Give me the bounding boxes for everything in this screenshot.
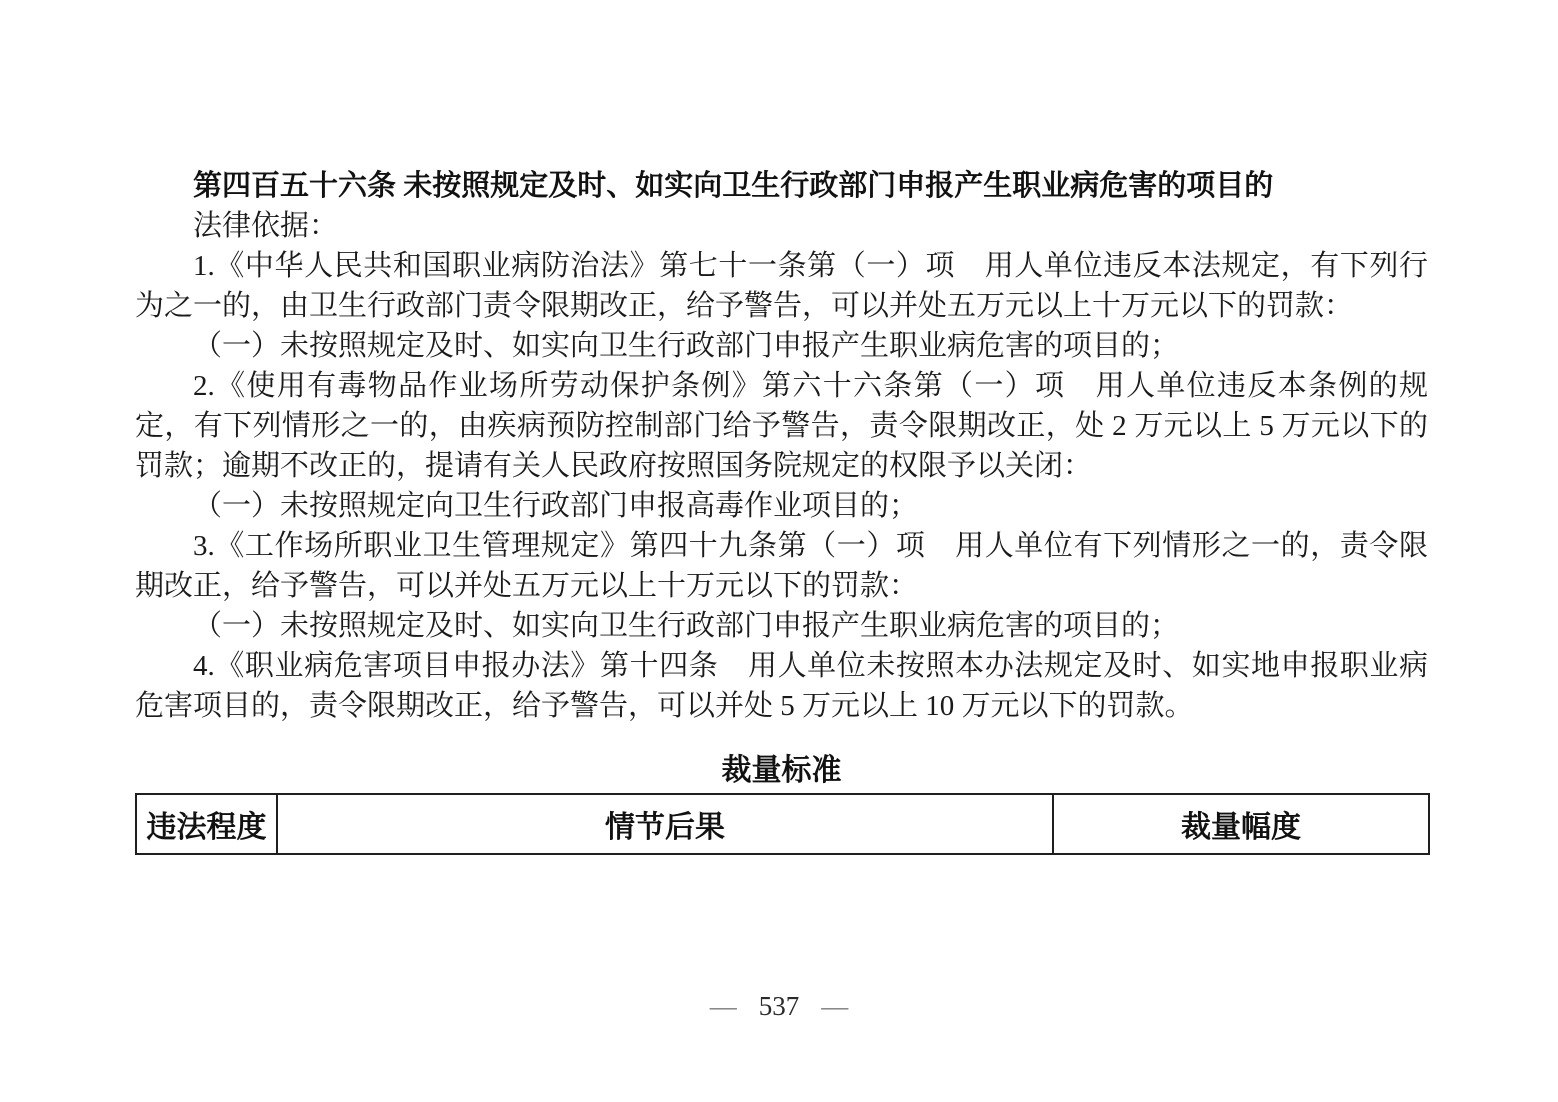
discretion-standard-heading: 裁量标准 bbox=[721, 754, 842, 787]
legal-text-block bbox=[135, 166, 1428, 726]
paragraph-law-2: 2.《使用有毒物品作业场所劳动保护条例》第六十六条第（一）项 用人单位违反本条例的规定，有下列情形之一的，由疾病预防控制部门给予警告，责令限期改正，处 2 万元以上 5 万元以下的罚款；逾期不改正的，提请有关人民政府按照国务院规定的权限予以关闭： bbox=[135, 370, 1428, 482]
page-footer bbox=[0, 988, 1558, 1024]
paragraph-law-2-item-1: （一）未按照规定向卫生行政部门申报高毒作业项目的； bbox=[193, 490, 919, 522]
page-number: 537 bbox=[758, 991, 800, 1021]
column-header-violation-degree: 违法程度 bbox=[136, 794, 277, 854]
footer-right-dash: — bbox=[821, 991, 849, 1021]
paragraph-law-3: 3.《工作场所职业卫生管理规定》第四十九条第（一）项 用人单位有下列情形之一的，责令限期改正，给予警告，可以并处五万元以上十万元以下的罚款： bbox=[135, 530, 1428, 602]
column-header-circumstance-consequence: 情节后果 bbox=[277, 794, 1053, 854]
footer-left-dash: — bbox=[709, 991, 737, 1021]
paragraph-law-3-item-1: （一）未按照规定及时、如实向卫生行政部门申报产生职业病危害的项目的； bbox=[193, 610, 1180, 642]
paragraph-law-1: 1.《中华人民共和国职业病防治法》第七十一条第（一）项 用人单位违反本法规定，有下列行为之一的，由卫生行政部门责令限期改正，给予警告，可以并处五万元以上十万元以下的罚款： bbox=[135, 250, 1428, 322]
article-title: 第四百五十六条 未按照规定及时、如实向卫生行政部门申报产生职业病危害的项目的 bbox=[193, 170, 1274, 202]
discretion-standard-table bbox=[135, 793, 1430, 855]
paragraph-law-4: 4.《职业病危害项目申报办法》第十四条 用人单位未按照本办法规定及时、如实地申报职业病危害项目的，责令限期改正，给予警告，可以并处 5 万元以上 10 万元以下的罚款。 bbox=[135, 650, 1428, 722]
paragraph-legal-basis-label: 法律依据： bbox=[193, 210, 339, 242]
table-header-row bbox=[136, 794, 1429, 854]
paragraph-law-1-item-1: （一）未按照规定及时、如实向卫生行政部门申报产生职业病危害的项目的； bbox=[193, 330, 1180, 362]
column-header-discretion-range: 裁量幅度 bbox=[1053, 794, 1429, 854]
